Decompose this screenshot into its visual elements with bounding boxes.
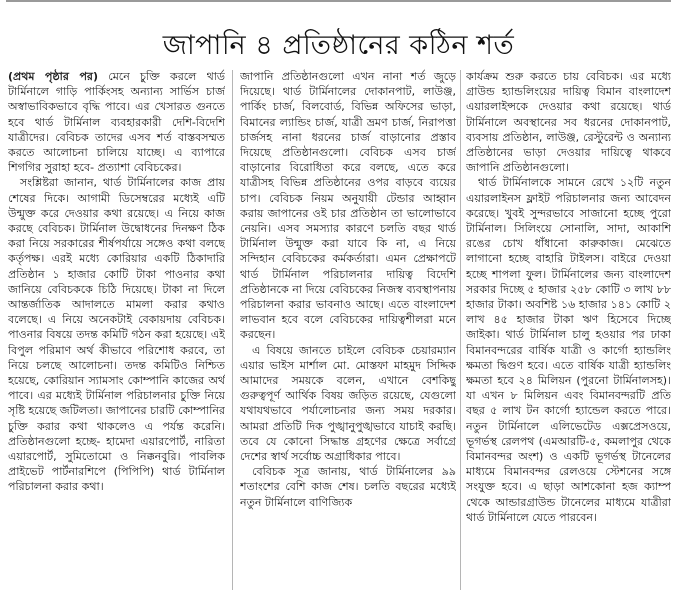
paragraph <box>240 343 456 465</box>
top-rule <box>6 0 671 2</box>
paragraph <box>8 69 225 175</box>
paragraph <box>8 175 225 494</box>
column-divider <box>460 70 461 590</box>
paragraph-text: জাপানি প্রতিষ্ঠানগুলো এখন নানা শর্ত জুড়ে দিয়েছে। থার্ড টার্মিনালের দোকানপাট, লাউঞ্জ, পার্কিং চার্জ, বিলবোর্ড, বিভিন্ন অফিসের ভাড়া, বিমানের ল্যান্ডিং চার্জ, যাত্রী ভ্রমণ চার্জ, নিরাপত্তা চার্জসহ নানা ধরনের চার্জ বাড়ানোর প্রস্তাব দিয়েছে প্রতিষ্ঠানগুলো। বেবিচক এসব চার্জ বাড়ানোর বিরোধিতা করে বলছে, এতে করে যাত্রীসহ বিভিন্ন প্রতিষ্ঠানের ওপর বাড়বে ব্যয়ের চাপ। বেবিচক নিয়ম অনুযায়ী টেন্ডার আহ্বান করায় জাপানের ওই চার প্রতিষ্ঠান তা ভালোভাবে নেয়নি। এসব সমস্যার কারণে চলতি বছর থার্ড টার্মিনাল উন্মুক্ত করা যাবে কি না, এ নিয়ে সন্দিহান বেবিচকের কর্মকর্তারা। এমন প্রেক্ষাপটে থার্ড টার্মিনাল পরিচালনার দায়িত্ব বিদেশি প্রতিষ্ঠানকে না দিয়ে বেবিচকের নিজস্ব ব্যবস্থাপনায় পরিচালনা করার ভাবনাও আছে। এতে বাংলাদেশ লাভবান হবে বলে বেবিচকের দায়িত্বশীলরা মনে করছেন। <box>240 70 456 342</box>
paragraph-text: সংশ্লিষ্টরা জানান, থার্ড টার্মিনালের কাজ প্রায় শেষের দিকে। আগামী ডিসেম্বরের মধ্যেই এটি উন্মুক্ত করে দেওয়ার কথা রয়েছে। এ নিয়ে কাজ করছে বেবিচক। টার্মিনাল উদ্বোধনের দিনক্ষণ ঠিক করা নিয়ে সরকারের শীর্ষপর্যায়ে সঙ্গেও কথা বলছে কর্তৃপক্ষ। এরই মধ্যে কোরিয়ার একটি ঠিকাদারি প্রতিষ্ঠান ১ হাজার কোটি টাকা পাওনার কথা জানিয়ে বেবিচককে চিঠি দিয়েছে। টাকা না দিলে আন্তর্জাতিক আদালতে মামলা করার কথাও বলেছে। এ নিয়ে অনেকটাই বেকায়দায় বেবিচক। পাওনার বিষয়ে তদন্ত কমিটি গঠন করা হয়েছে। এই বিপুল পরিমাণ অর্থ কীভাবে পরিশোধ করবে, তা নিয়ে চলছে আলোচনা। তদন্ত কমিটিও নিশ্চিত হয়েছে, কোরিয়ান স্যামসাং কোম্পানি কাজের অর্থ পাবে। এর মধ্যেই টার্মিনাল পরিচালনার চুক্তি নিয়ে সৃষ্টি হয়েছে জটিলতা। জাপানের চারটি কোম্পানির চুক্তি করার কথা থাকলেও এ পর্যন্ত করেনি। প্রতিষ্ঠানগুলো হচ্ছে- হামেদা এয়ারপোর্ট, নারিতা এয়ারপোর্ট, সুমিতোমো ও নিক্কনবুরি। পাবলিক প্রাইভেট পার্টনারশিপে (পিপিপি) থার্ড টার্মিনাল পরিচালনা করার কথা। <box>8 176 225 494</box>
continuation-marker: (প্রথম পৃষ্ঠার পর) <box>8 70 98 83</box>
paragraph-text: থার্ড টার্মিনালকে সামনে রেখে ১২টি নতুন এয়ারলাইনস ফ্লাইট পরিচালনার জন্য আবেদন করেছে। খুবই সুন্দরভাবে সাজানো হচ্ছে পুরো টার্মিনাল। সিলিংয়ে সোনালি, সাদা, আকাশি রঙের চোখ ধাঁধানো কারুকাজ। মেঝেতে লাগানো হচ্ছে বাহারি টাইলস। বাইরে দেওয়া হচ্ছে শাপলা ফুল। টার্মিনালের জন্য বাংলাদেশ সরকার দিচ্ছে ৫ হাজার ২৫৮ কোটি ৩ লাখ ৮৮ হাজার টাকা। অবশিষ্ট ১৬ হাজার ১৪১ কোটি ২ লাখ ৪৫ হাজার টাকা ঋণ হিসেবে দিচ্ছে জাইকা। থার্ড টার্মিনাল চালু হওয়ার পর ঢাকা বিমানবন্দরের বার্ষিক যাত্রী ও কার্গো হ্যান্ডলিং ক্ষমতা দ্বিগুণ হবে। এতে বার্ষিক যাত্রী হ্যান্ডলিং ক্ষমতা হবে ২৪ মিলিয়ন (পুরনো টার্মিনালসহ)। যা এখন ৮ মিলিয়ন এবং বিমানবন্দরটি প্রতি বছর ৫ লাখ টন কার্গো হ্যান্ডেল করতে পারে। নতুন টার্মিনালে এলিভেটেড এক্সপ্রেসওয়ে, ভূগর্ভস্থ রেলপথ (এমআরটি-৫, কমলাপুর থেকে বিমানবন্দর অংশ) ও একটি ভূগর্ভস্থ টানেলের মাধ্যমে বিমানবন্দর রেলওয়ে স্টেশনের সঙ্গে সংযুক্ত হবে। এ ছাড়া আশকোনা হজ ক্যাম্প থেকে আন্ডারগ্রাউন্ড টানেলের মাধ্যমে যাত্রীরা থার্ড টার্মিনালে যেতে পারবেন। <box>466 176 671 524</box>
paragraph <box>466 69 671 175</box>
paragraph-text: মেনে চুক্তি করলে থার্ড টার্মিনালে গাড়ি পার্কিংসহ অন্যান্য সার্ভিস চার্জ অস্বাভাবিকভাবে বৃদ্ধি পাবে। এর খেসারত গুনতে হবে থার্ড টার্মিনাল ব্যবহারকারী দেশি-বিদেশি যাত্রীদের। বেবিচক তাদের এসব শর্ত বাস্তবসম্মত করতে আলোচনা চালিয়ে যাচ্ছে। এ ব্যাপারে শিগগির সুরাহা হবে- প্রত্যাশা বেবিচকের। <box>8 70 225 175</box>
headline: জাপানি ৪ প্রতিষ্ঠানের কঠিন শর্ত <box>162 30 515 61</box>
article-column-1 <box>8 69 225 593</box>
paragraph <box>240 69 456 343</box>
paragraph-text: কার্যক্রম শুরু করতে চায় বেবিচক। এর মধ্যে গ্রাউন্ড হ্যান্ডলিংয়ের দায়িত্ব বিমান বাংলাদেশ এয়ারলাইন্সকে দেওয়ার কথা রয়েছে। থার্ড টার্মিনালে অবস্থানের সব ধরনের দোকানপাট, ব্যবসায় প্রতিষ্ঠান, লাউঞ্জ, রেস্টুরেন্ট ও অন্যান্য প্রতিষ্ঠানের ভাড়া দেওয়ার দায়িত্বে থাকবে জাপানি প্রতিষ্ঠানগুলো। <box>466 70 671 175</box>
article-column-3 <box>466 69 671 593</box>
paragraph-text: এ বিষয়ে জানতে চাইলে বেবিচক চেয়ারম্যান এয়ার ভাইস মার্শাল মো. মোস্তফা মাহমুদ সিদ্দিক আমাদের সময়কে বলেন, এখানে বেশকিছু গুরুত্বপূর্ণ আর্থিক বিষয় জড়িত রয়েছে, যেগুলো যথাযথভাবে পর্যালোচনার জন্য সময় দরকার। আমরা প্রতিটি দিক পুঙ্খানুপুঙ্খভাবে যাচাই করছি। তবে যে কোনো সিদ্ধান্ত গ্রহণের ক্ষেত্রে সর্বাগ্রে দেশের স্বার্থ সর্বোচ্চ অগ্রাধিকার পাবে। <box>240 343 456 464</box>
paragraph <box>466 175 671 525</box>
column-divider <box>232 70 233 590</box>
paragraph <box>240 464 456 510</box>
article-column-2 <box>240 69 456 593</box>
paragraph-text: বেবিচক সূত্র জানায়, থার্ড টার্মিনালের ৯৯ শতাংশের বেশি কাজ শেষ। চলতি বছরের মধ্যেই নতুন টার্মিনালে বাণিজ্যিক <box>240 465 456 509</box>
